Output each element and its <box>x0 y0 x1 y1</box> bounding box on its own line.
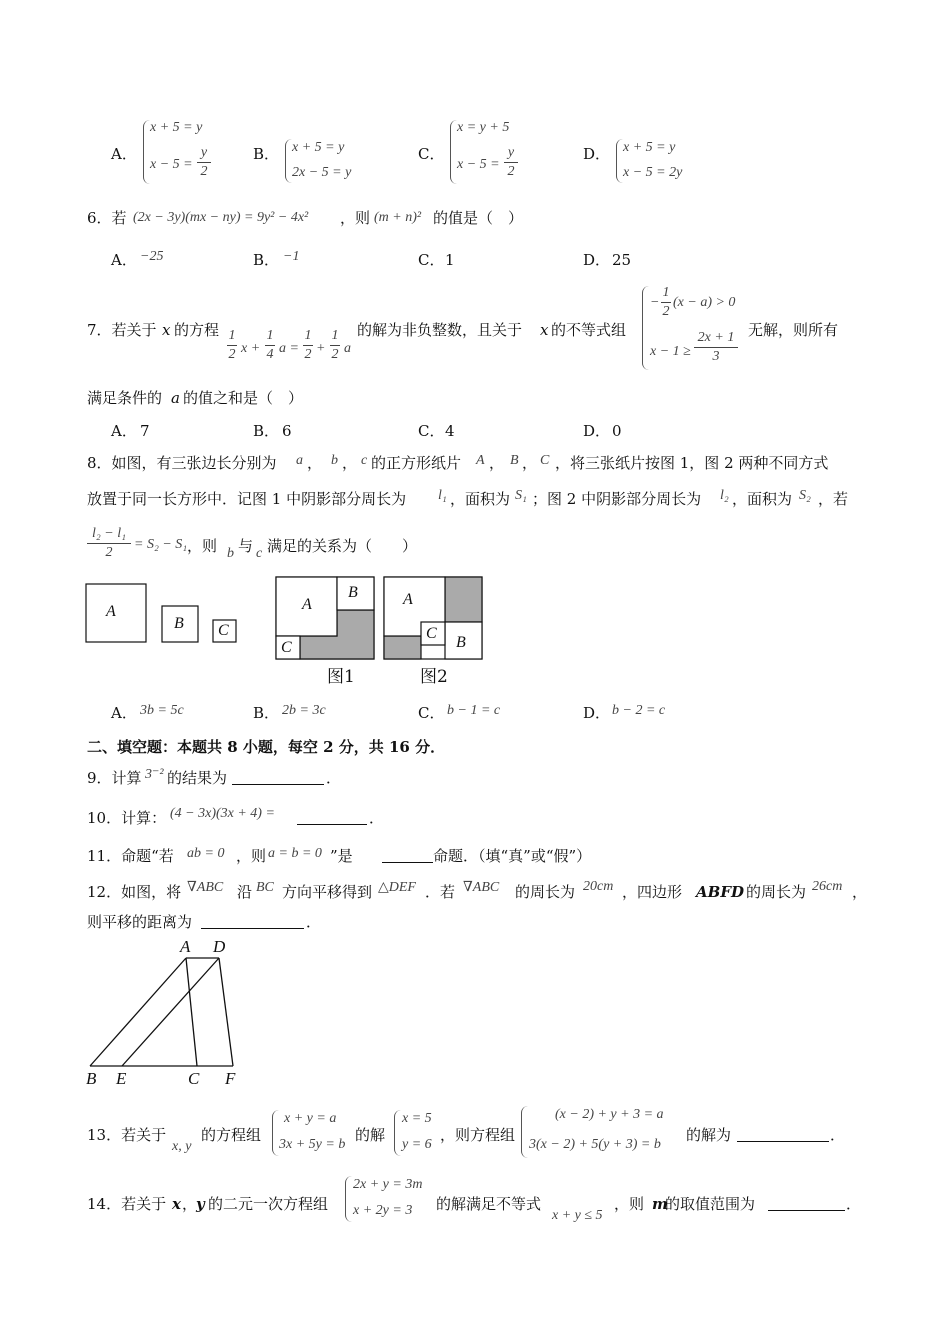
fraction: y 2 <box>197 145 211 180</box>
q10-expression: (4 − 3x)(3x + 4) = <box>170 806 275 821</box>
separator: ， <box>489 454 505 472</box>
separator: ， <box>342 454 358 472</box>
option-label: B． <box>253 251 280 269</box>
var-x: x <box>540 321 549 339</box>
square-b-label: B <box>174 615 184 632</box>
fraction: 1 2 <box>228 328 236 362</box>
square-a <box>86 584 146 642</box>
option-value: −1 <box>283 249 300 264</box>
symbol-s1: S₁ <box>515 488 527 503</box>
var-m: m <box>652 1195 668 1213</box>
point-b-label: B <box>86 1069 97 1088</box>
q9-stem: 9．计算 <box>87 769 142 787</box>
q12-triangle: ∇ABC <box>463 880 500 895</box>
equation-line: 2x − 5 = y <box>292 165 352 180</box>
fig2-c-label: C <box>426 625 437 642</box>
q11-expression: ab = 0 <box>187 846 225 861</box>
q8-stem: 与 <box>238 537 254 555</box>
q13-stem: 的解为 <box>686 1126 732 1144</box>
q8-stem: 的正方形纸片 <box>371 454 462 472</box>
var-c: c <box>256 546 263 561</box>
point-f-label: F <box>225 1069 236 1088</box>
q11-stem: ，则 <box>236 847 267 865</box>
q12-stem: 沿 <box>237 883 253 901</box>
equation-line: x + 2y = 3 <box>353 1203 413 1218</box>
var-x: x <box>162 321 171 339</box>
separator: ， <box>182 1195 198 1213</box>
q9-stem: 的结果为 <box>167 769 228 787</box>
var-c: c <box>361 453 368 468</box>
option-label: D． <box>583 251 611 269</box>
equation-line: (x − 2) + y + 3 = a <box>555 1107 664 1122</box>
brace <box>521 1106 528 1158</box>
condition-rhs: = S₂ − S₁ <box>134 537 188 552</box>
var-a: a <box>171 389 180 407</box>
option-label: A． <box>111 704 137 722</box>
q8-stem: 满足的关系为（ ） <box>267 537 418 555</box>
symbol-s2: S₂ <box>799 488 811 503</box>
q14-stem: ，则 <box>614 1195 645 1213</box>
q5-b-label: B． <box>253 145 280 163</box>
equation-line: x + 5 = y <box>150 120 203 135</box>
equation-line: x = y + 5 <box>457 120 510 135</box>
fraction: 1 2 <box>331 328 339 362</box>
option-label: D． <box>583 704 611 722</box>
q12-stem: 则平移的距离为 <box>87 913 193 931</box>
point-c-label: C <box>188 1069 200 1088</box>
option-value: 0 <box>612 422 622 440</box>
separator: ， <box>307 454 323 472</box>
q13-stem: 的方程组 <box>201 1126 262 1144</box>
equation-line: x + 5 = y <box>292 140 345 155</box>
q13-vars: x, y <box>172 1139 192 1154</box>
point-a-label: A <box>180 937 191 956</box>
symbol-l2: l₂ <box>720 488 729 503</box>
option-value: 7 <box>140 422 150 440</box>
q12-end: ． <box>306 913 322 931</box>
brace <box>345 1176 352 1222</box>
piece-c: C <box>540 453 550 468</box>
option-label: B． <box>253 422 280 440</box>
q12-perimeter: 26cm <box>812 879 843 894</box>
answer-blank[interactable] <box>737 1125 829 1142</box>
q10-stem: 10．计算： <box>87 809 167 827</box>
eq-part: a <box>344 341 351 356</box>
q11-expression: a = b = 0 <box>268 846 322 861</box>
figure-2 <box>384 577 482 659</box>
q14-stem: 的解满足不等式 <box>436 1195 542 1213</box>
eq-part: + <box>316 341 326 356</box>
option-value: 2b = 3c <box>282 703 326 718</box>
equation-line: x + y = a <box>284 1111 337 1126</box>
q7-stem: 7．若关于 <box>87 321 157 339</box>
ineq-part: − <box>650 295 660 310</box>
answer-blank[interactable] <box>201 912 304 929</box>
q8-stem: ，面积为 <box>450 490 511 508</box>
q8-stem: ，则 <box>187 537 218 555</box>
option-label: C． <box>418 422 445 440</box>
q14-stem: 的取值范围为 <box>665 1195 756 1213</box>
q13-stem: ，则方程组 <box>440 1126 516 1144</box>
q12-stem: ， <box>852 883 868 901</box>
q7-stem: 的方程 <box>174 321 220 339</box>
equation-line: 2x + y = 3m <box>353 1177 423 1192</box>
q7-stem: 的解为非负整数，且关于 <box>357 321 523 339</box>
equation-line: x = 5 <box>402 1111 432 1126</box>
q12-stem: 的周长为 <box>746 883 807 901</box>
answer-blank[interactable] <box>382 846 433 863</box>
option-value: −25 <box>140 249 164 264</box>
q12-stem: 12．如图，将 <box>87 883 182 901</box>
q13-end: ． <box>830 1126 846 1144</box>
q12-stem: ．若 <box>425 883 456 901</box>
q14-stem: 的二元一次方程组 <box>208 1195 329 1213</box>
q12-stem: ，四边形 <box>622 883 683 901</box>
q12-stem: 方向平移得到 <box>282 883 373 901</box>
symbol-l1: l₁ <box>438 488 447 503</box>
condition-fraction: l₂ − l₁ 2 <box>87 526 131 561</box>
fig1-b-label: B <box>348 584 358 601</box>
equation-line: x − 5 = 2y <box>623 165 683 180</box>
ineq-part: x − 1 ≥ <box>650 344 691 359</box>
point-d-label: D <box>213 937 226 956</box>
separator: ， <box>522 454 538 472</box>
answer-blank[interactable] <box>232 768 324 785</box>
q12-triangle: △DEF <box>378 880 416 895</box>
q12-stem: 的周长为 <box>515 883 576 901</box>
q13-stem: 的解 <box>355 1126 386 1144</box>
q8-stem: ，将三张纸片按图 1，图 2 两种不同方式 <box>555 454 829 472</box>
eq-part: x + <box>241 341 261 356</box>
q6-expression: (m + n)² <box>374 210 422 225</box>
var-b: b <box>227 546 234 561</box>
q5-d-label: D． <box>583 145 611 163</box>
option-value: 1 <box>445 251 455 269</box>
q6-stem: ，则 <box>340 209 371 227</box>
option-label: B． <box>253 704 280 722</box>
option-value: 3b = 5c <box>140 703 184 718</box>
q11-stem: 11．命题“若 <box>87 847 174 865</box>
q9-end: ． <box>326 769 342 787</box>
option-value: b − 1 = c <box>447 703 501 718</box>
fig2-a-label: A <box>403 591 413 608</box>
q6-expression: (2x − 3y)(mx − ny) = 9y² − 4x² <box>133 210 309 225</box>
q8-stem: ，面积为 <box>732 490 793 508</box>
q7-stem: 的值之和是（ ） <box>183 389 304 407</box>
equation-line: x − 5 = <box>457 157 500 172</box>
q12-triangle: ∇ABC <box>187 880 224 895</box>
brace <box>394 1110 401 1156</box>
fraction: 1 4 <box>266 328 274 362</box>
q11-stem: ”是 <box>330 847 353 865</box>
fraction: 2x + 1 3 <box>694 330 738 365</box>
fraction: 1 2 <box>304 328 312 362</box>
var-b: b <box>331 453 338 468</box>
q14-end: ． <box>846 1195 862 1213</box>
ineq-part: (x − a) > 0 <box>673 295 736 310</box>
fraction: y 2 <box>504 145 518 180</box>
q12-figure <box>90 958 233 1066</box>
fig1-caption: 图1 <box>327 667 355 687</box>
q7-stem: 无解，则所有 <box>748 321 839 339</box>
q12-perimeter: 20cm <box>583 879 614 894</box>
option-label: C． <box>418 251 445 269</box>
equation-line: x − 5 = <box>150 157 193 172</box>
fig2-b-label: B <box>456 634 466 651</box>
q11-stem: 命题．（填“真”或“假”） <box>433 847 592 865</box>
fig1-c-label: C <box>281 639 292 656</box>
equation-line: 3(x − 2) + 5(y + 3) = b <box>529 1137 661 1152</box>
q6-stem: 6．若 <box>87 209 127 227</box>
option-label: A． <box>111 251 137 269</box>
option-label: C． <box>418 704 445 722</box>
brace <box>272 1110 279 1156</box>
q8-stem: 放置于同一长方形中．记图 1 中阴影部分周长为 <box>87 490 407 508</box>
piece-a: A <box>476 453 485 468</box>
answer-blank[interactable] <box>768 1194 845 1211</box>
square-c-label: C <box>218 622 229 639</box>
q10-end: ． <box>369 809 385 827</box>
q9-expression: 3⁻² <box>145 767 164 782</box>
q8-stem: ，若 <box>818 490 849 508</box>
q13-stem: 13．若关于 <box>87 1126 167 1144</box>
fig2-caption: 图2 <box>420 667 448 687</box>
option-value: b − 2 = c <box>612 703 666 718</box>
option-value: 25 <box>612 251 632 269</box>
q8-stem: 8．如图，有三张边长分别为 <box>87 454 277 472</box>
q6-stem: 的值是（ ） <box>433 209 524 227</box>
q5-c-label: C． <box>418 145 445 163</box>
equation-line: 3x + 5y = b <box>279 1137 346 1152</box>
shaded-region <box>384 636 421 659</box>
equation-line: y = 6 <box>402 1137 432 1152</box>
var-x: x <box>172 1195 181 1213</box>
option-label: A． <box>111 422 137 440</box>
option-label: D． <box>583 422 611 440</box>
var-y: y <box>196 1195 205 1213</box>
equation-line: x + 5 = y <box>623 140 676 155</box>
square-a-label: A <box>106 603 116 620</box>
q12-quad: ABFD <box>696 883 744 901</box>
q5-a-label: A． <box>111 145 137 163</box>
fig1-a-label: A <box>302 596 312 613</box>
q14-inequality: x + y ≤ 5 <box>552 1208 603 1223</box>
shaded-region <box>445 577 482 622</box>
option-value: 4 <box>445 422 455 440</box>
fraction: 1 2 <box>662 285 670 319</box>
q7-stem: 满足条件的 <box>87 389 163 407</box>
q7-stem: 的不等式组 <box>551 321 627 339</box>
point-e-label: E <box>116 1069 127 1088</box>
piece-b: B <box>510 453 519 468</box>
option-value: 6 <box>282 422 292 440</box>
answer-blank[interactable] <box>297 808 367 825</box>
section-heading: 二、填空题：本题共 8 小题，每空 2 分，共 16 分． <box>87 738 446 756</box>
q12-segment: BC <box>256 880 274 895</box>
q14-stem: 14．若关于 <box>87 1195 167 1213</box>
eq-part: a = <box>279 341 299 356</box>
q8-stem: ；图 2 中阴影部分周长为 <box>532 490 702 508</box>
var-a: a <box>296 453 303 468</box>
